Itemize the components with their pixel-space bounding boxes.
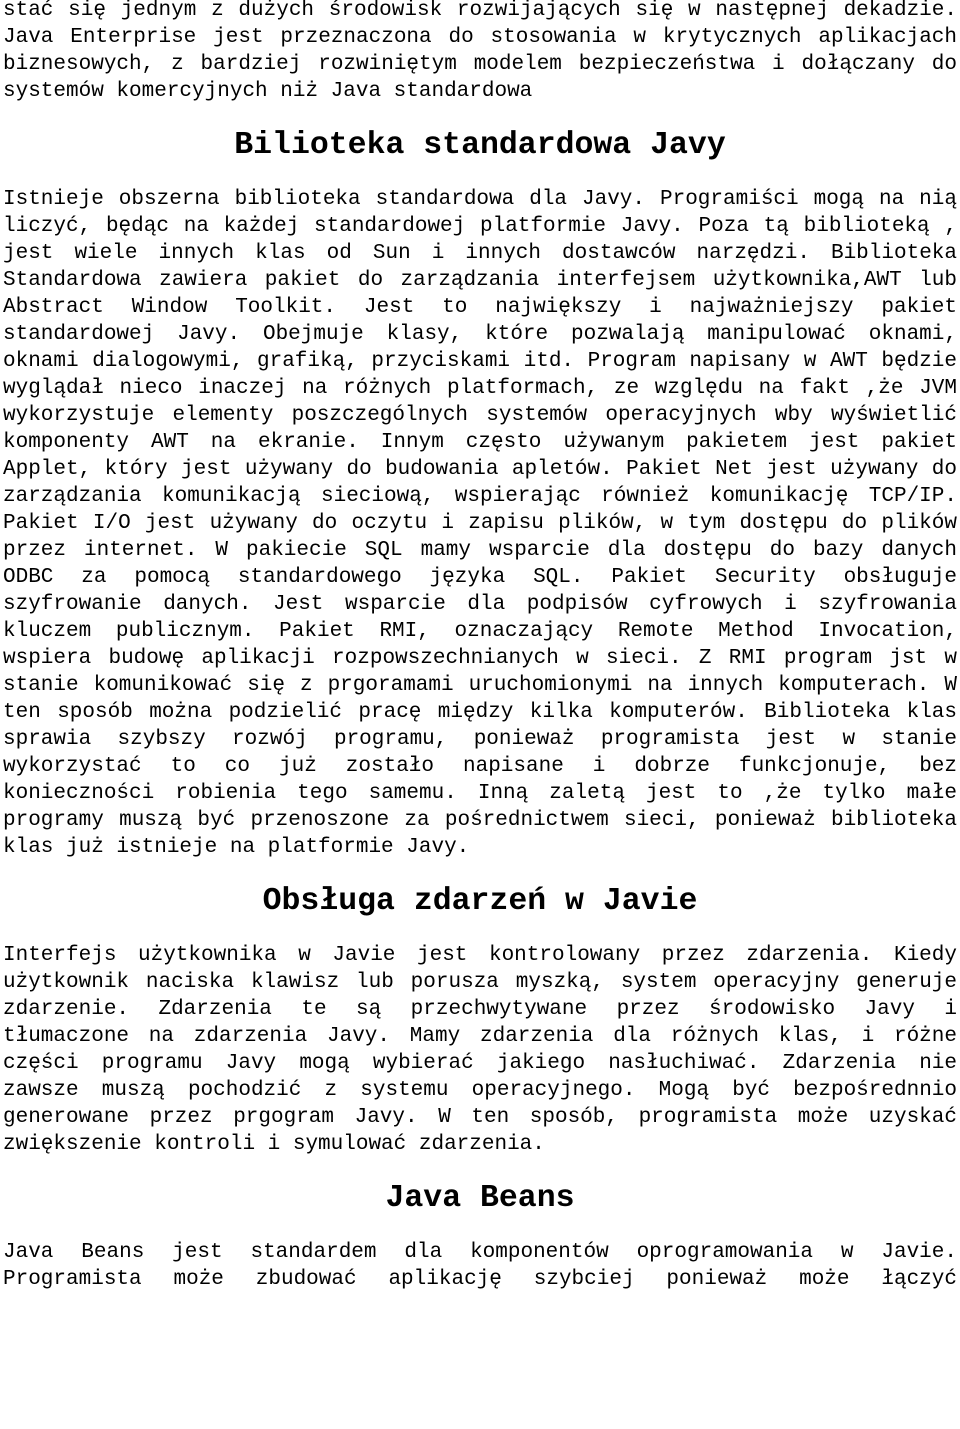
paragraph-event-handling: Interfejs użytkownika w Javie jest kontrolowany przez zdarzenia. Kiedy użytkownik naciska klawisz lub porusza myszką, system operacyjny generuje zdarzenie. Zdarzenia te są przechwytywane przez środowisko Javy i tłumaczone na zdarzenia Javy. Mamy zdarzenia dla różnych klas, i różne części programu Javy mogą wybierać jakiego nasłuchiwać. Zdarzenia nie zawsze muszą pochodzić z systemu operacyjnego. Mogą być bezpośrednnio generowane przez prgogram Javy. W ten sposób, programista może uzyskać zwiększenie kontroli i symulować zdarzenia. [3, 944, 957, 1156]
section-heading-standard-library: Bilioteka standardowa Javy [234, 128, 726, 163]
section-heading-event-handling: Obsługa zdarzeń w Javie [262, 884, 698, 919]
document-page [3, 0, 957, 1429]
section-heading-java-beans: Java Beans [385, 1181, 575, 1216]
spacer [3, 1212, 957, 1239]
intro-paragraph: stać się jednym z dużych środowisk rozwijających się w następnej dekadzie. Java Enterprise jest przeznaczona do stosowania w krytycznych aplikacjach biznesowych, z bardziej rozwiniętym modelem bezpieczeństwa i dołączany do systemów komercyjnych niż Java standardowa [3, 0, 957, 103]
spacer [3, 159, 957, 186]
paragraph-java-beans: Java Beans jest standardem dla komponentów oprogramowania w Javie. Programista może zbudować aplikację szybciej ponieważ może łączyć [3, 1241, 957, 1291]
paragraph-standard-library: Istnieje obszerna biblioteka standardowa dla Javy. Programiści mogą na nią liczyć, będąc na każdej standardowej platformie Javy. Poza tą biblioteką , jest wiele innych klas od Sun i innych dostawców narzędzi. Biblioteka Standardowa zawiera pakiet do zarządzania interfejsem użytkownika,AWT lub Abstract Window Toolkit. Jest to największy i najważniejszy pakiet standardowej Javy. Obejmuje klasy, które pozwalają manipulować oknami, oknami dialogowymi, grafiką, przyciskami itd. Program napisany w AWT będzie wyglądał nieco inaczej na różnych platformach, ze względu na fakt ,że JVM wykorzystuje elementy poszczególnych systemów operacyjnych wby wyświetlić komponenty AWT na ekranie. Innym często używanym pakietem jest pakiet Applet, który jest używany do budowania apletów. Pakiet Net jest używany do zarządzania komunikacją sieciową, wspierając również komunikację TCP/IP. Pakiet I/O jest używany do oczytu i zapisu plików, w tym dostępu do plików przez internet. W pakiecie SQL mamy wsparcie dla dostępu do bazy danych ODBC za pomocą standardowego języka SQL. Pakiet Security obsługuje szyfrowanie danych. Jest wsparcie dla podpisów cyfrowych i szyfrowania kluczem publicznym. Pakiet RMI, oznaczający Remote Method Invocation, wspiera budowę aplikacji rozpowszechnianych w sieci. Z RMI program jst w stanie komunikować się z prgoramami uruchomionymi na innych komputerach. W ten sposób można podzielić pracę między kilka komputerów. Biblioteka klas sprawia szybszy rozwój programu, ponieważ programista jest w stanie wykorzystać to co już zostało napisane i dobrze funkcjonuje, bez konieczności robienia tego samemu. Inną zaletą jest to ,że tylko małe programy muszą być przenoszone za pośrednictwem sieci, ponieważ biblioteka klas już istnieje na platformie Javy. [3, 188, 957, 859]
spacer [3, 915, 957, 942]
